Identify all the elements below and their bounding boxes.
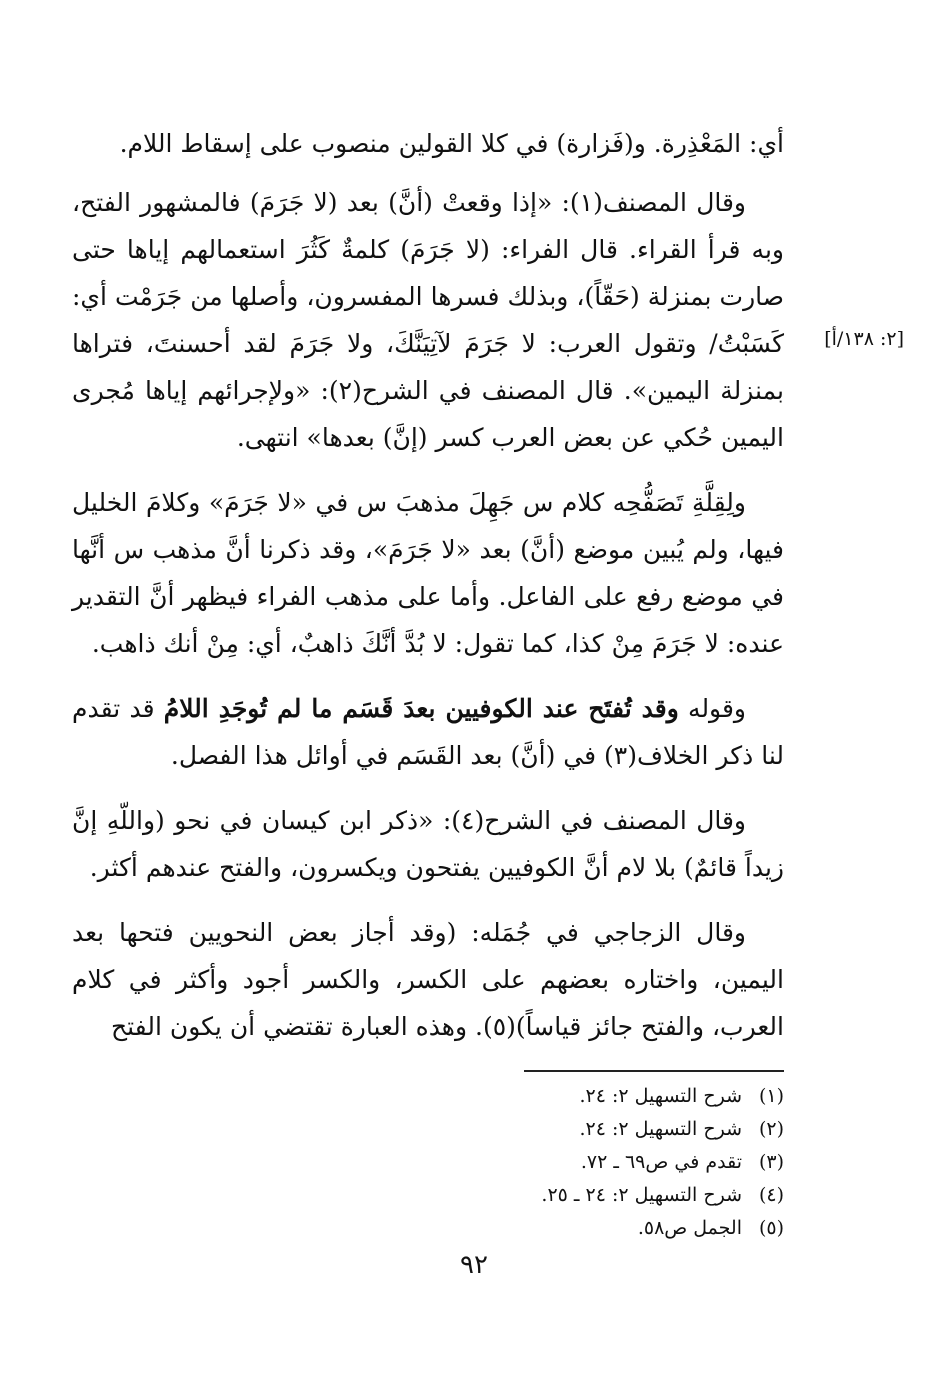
page-number: ٩٢ <box>460 1250 488 1280</box>
footnote-number: (٥) <box>758 1217 784 1239</box>
paragraph-1: أي: المَعْذِرة. و(فَزارة) في كلا القولين منصوب على إسقاط اللام. <box>119 129 784 158</box>
footnote-number: (٢) <box>758 1118 784 1140</box>
paragraph-4 <box>72 685 784 779</box>
paragraph-6: وقال الزجاجي في جُمَله: (وقد أجاز بعض النحويين فتحها بعد اليمين، واختاره بعضهم على الكسر، والكسر أجود وأكثر في كلام العرب، والفتح جائز قياساً)(٥). وهذه العبارة تقتضي أن يكون الفتح <box>72 918 784 1041</box>
paragraph-2: وقال المصنف(١): «إذا وقعتْ (أنَّ) بعد (لا جَرَمَ) فالمشهور الفتح، وبه قرأ القراء. قال الفراء: (لا جَرَمَ) كلمةٌ كَثُرَ استعمالهم إياها حتى صارت بمنزلة (حَقّاً)، وبذلك فسرها المفسرون، وأصلها من جَرَمْت أي: كَسَبْتُ/ وتقول العرب: لا جَرَمَ لآتِيَنَّكَ، ولا جَرَمَ لقد أحسنتَ، فتراها بمنزلة اليمين». قال المصنف في الشرح(٢): «ولإجرائهم إياها مُجرى اليمين حُكي عن بعض العرب كسر (إنَّ) بعدها» انتهى. <box>72 188 784 452</box>
footnote-text: الجمل ص٥٨. <box>637 1217 742 1239</box>
footnotes <box>400 1080 784 1245</box>
margin-manuscript-reference: [٢: ١٣٨/أ] <box>824 328 904 350</box>
footnote-1 <box>400 1080 784 1113</box>
paragraph-3: ولِقِلَّةِ تَصَفُّحِه كلام س جَهِلَ مذهبَ س في «لا جَرَمَ» وكلامَ الخليل فيها، ولم يُبين موضع (أنَّ) بعد «لا جَرَمَ»، وقد ذكرنا أنَّ مذهب س أنَّها في موضع رفع على الفاعل. وأما على مذهب الفراء فيظهر أنَّ التقدير عنده: لا جَرَمَ مِنْ كذا، كما تقول: لا بُدَّ أنَّكَ ذاهبٌ، أي: مِنْ أنك ذاهب. <box>72 488 784 658</box>
footnote-number: (٤) <box>758 1184 784 1206</box>
footnote-4 <box>400 1179 784 1212</box>
footnote-text: شرح التسهيل ٢: ٢٤. <box>579 1085 742 1107</box>
paragraph-4-lead: وقوله <box>678 694 746 723</box>
footnote-number: (٣) <box>758 1151 784 1173</box>
main-text <box>72 120 784 1068</box>
paragraph-5: وقال المصنف في الشرح(٤): «ذكر ابن كيسان في نحو (واللّهِ إنَّ زيداً قائمٌ) بلا لام أنَّ الكوفيين يفتحون ويكسرون، والفتح عندهم أكثر. <box>72 806 784 882</box>
footnote-3 <box>400 1146 784 1179</box>
footnote-2 <box>400 1113 784 1146</box>
footnote-text: شرح التسهيل ٢: ٢٤. <box>579 1118 742 1140</box>
footnote-separator <box>524 1070 784 1072</box>
quoted-matn-bold: وقد تُفتَح عند الكوفيين بعدَ قَسَم ما لم تُوجَدِ اللامُ <box>163 694 679 723</box>
footnote-number: (١) <box>758 1085 784 1107</box>
footnote-text: شرح التسهيل ٢: ٢٤ ـ ٢٥. <box>541 1184 742 1206</box>
paragraph-4-rest: قد تقدم لنا ذكر الخلاف(٣) في (أنَّ) بعد القَسَم في أوائل هذا الفصل. <box>72 694 784 770</box>
footnote-5 <box>400 1212 784 1245</box>
footnote-text: تقدم في ص٦٩ ـ ٧٢. <box>580 1151 742 1173</box>
